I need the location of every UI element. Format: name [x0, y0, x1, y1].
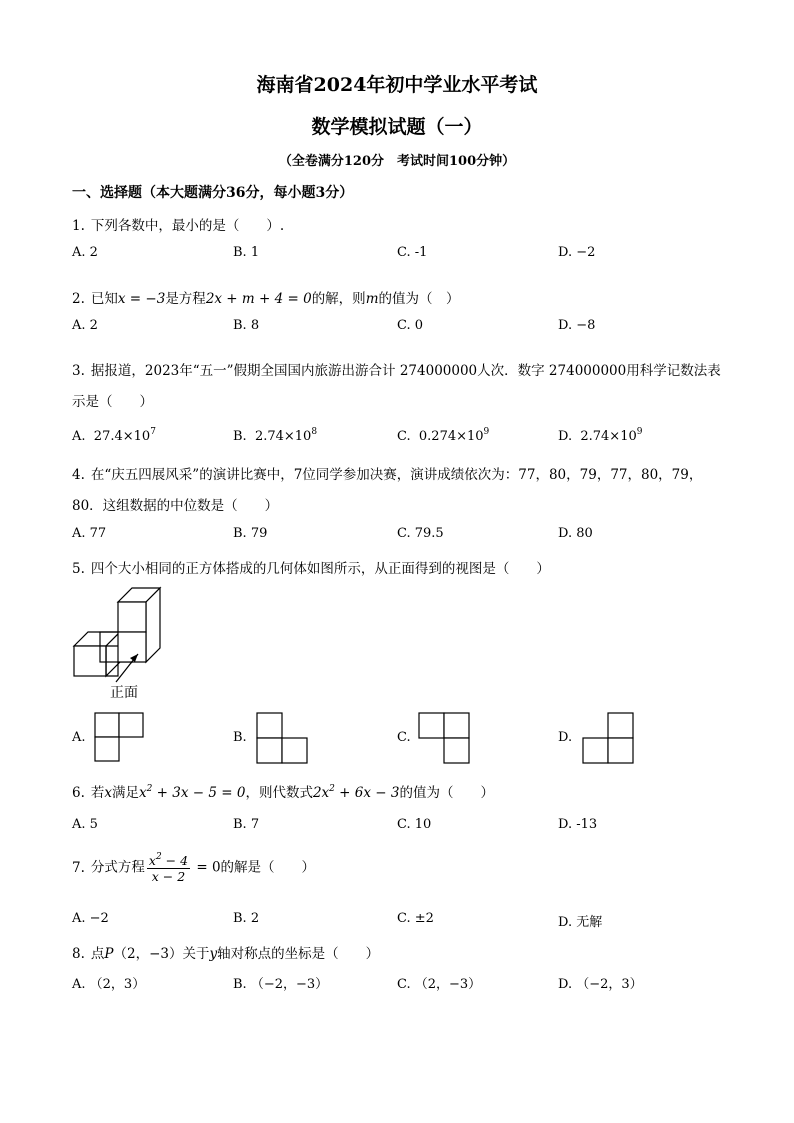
- option-a: [72, 427, 156, 444]
- view-a-figure: [94, 712, 144, 762]
- question-stem: 下列各数中，最小的是（ ）.: [90, 218, 285, 234]
- question-7: [72, 852, 315, 884]
- question-3-line-2: 示是（ ）: [72, 394, 153, 410]
- stem-text: 轴对称点的坐标是（ ）: [217, 946, 380, 962]
- option-c: C. -1: [397, 245, 428, 260]
- exponent: 8: [311, 427, 318, 437]
- question-number: 3.: [72, 363, 85, 379]
- question-8: [72, 942, 379, 962]
- stem-text: 的解，则: [311, 291, 366, 307]
- option-d: D.: [558, 730, 573, 745]
- option-b: B. 2: [233, 911, 260, 926]
- question-6: [72, 781, 494, 801]
- option-b: B. 1: [233, 245, 260, 260]
- exponent: 2: [329, 784, 335, 794]
- option-value: 2.74×10: [580, 429, 637, 444]
- stem-line-1: 据报道，2023年“五一”假期全国国内旅游出游合计 274000000人次．数字 274000000用科学记数法表: [90, 363, 721, 379]
- option-label: B.: [233, 429, 247, 444]
- stem-text: 满足: [112, 785, 140, 801]
- option-a: A.: [72, 730, 86, 745]
- equation: x = −3: [117, 291, 166, 307]
- exam-info: （全卷满分120分 考试时间100分钟）: [278, 154, 516, 169]
- exam-title: 海南省2024年初中学业水平考试: [256, 74, 538, 96]
- fraction: [147, 852, 190, 884]
- view-d-figure: [582, 712, 634, 764]
- option-b: B. 8: [233, 318, 260, 333]
- equation: 2x + m + 4 = 0: [205, 291, 312, 307]
- equation-part: − 4: [161, 853, 189, 868]
- option-c: C. 10: [397, 817, 432, 832]
- exponent: 7: [150, 427, 156, 437]
- exponent: 9: [483, 427, 490, 437]
- option-d: D. （−2，3）: [558, 977, 643, 992]
- question-stem: 四个大小相同的正方体搭成的几何体如图所示，从正面得到的视图是（ ）: [90, 561, 550, 577]
- option-c: C.: [397, 730, 411, 745]
- exponent: 9: [636, 427, 643, 437]
- equation-part: x: [139, 785, 147, 801]
- question-number: 8.: [72, 946, 85, 962]
- stem-text: 关于: [182, 946, 210, 962]
- question-3: [72, 359, 721, 379]
- option-d: D. 无解: [558, 915, 603, 930]
- exam-subtitle: 数学模拟试题（一）: [311, 116, 483, 138]
- stem-text: 是方程: [165, 291, 206, 307]
- option-a: A. 2: [72, 245, 98, 260]
- option-label: A.: [72, 429, 86, 444]
- option-value: 0.274×10: [418, 429, 484, 444]
- option-d: D. -13: [558, 817, 598, 832]
- stem-text: 的值为（ ）: [399, 785, 494, 801]
- option-a: A. 5: [72, 817, 98, 832]
- exponent: 2: [146, 784, 153, 794]
- stem-text: 的值为（ ）: [378, 291, 460, 307]
- view-c-figure: [418, 712, 470, 764]
- option-d: [558, 427, 642, 444]
- stem-line-1: 在“庆五四展风采”的演讲比赛中，7位同学参加决赛，演讲成绩依次为：77，80，79，77，80，79，: [90, 467, 703, 483]
- fraction-numerator: [147, 852, 190, 869]
- option-a: A. 77: [72, 526, 107, 541]
- equation-part: 2x: [312, 785, 330, 801]
- equation: [139, 785, 245, 801]
- variable: m: [365, 291, 379, 307]
- equation-part: + 6x − 3: [334, 785, 400, 801]
- figure-label: 正面: [110, 685, 138, 701]
- variable: x: [104, 785, 113, 801]
- stem-text: 点: [90, 946, 105, 962]
- option-a: A. （2，3）: [72, 977, 146, 992]
- coordinate: （2，−3）: [113, 946, 183, 962]
- option-c: [397, 427, 489, 444]
- section-heading: 一、选择题（本大题满分36分，每小题3分）: [72, 185, 354, 201]
- fraction-denominator: x − 2: [151, 869, 186, 884]
- cube-figure: [70, 584, 170, 684]
- option-b: B. 7: [233, 817, 260, 832]
- option-value: 2.74×10: [254, 429, 312, 444]
- equation-part: x: [148, 853, 156, 868]
- option-label: C.: [397, 429, 411, 444]
- question-number: 4.: [72, 467, 85, 483]
- option-c: C. ±2: [397, 911, 434, 926]
- variable: P: [104, 946, 114, 962]
- question-number: 5.: [72, 561, 85, 577]
- equation-part: = 0: [192, 859, 221, 876]
- option-value: 27.4×10: [93, 429, 151, 444]
- option-b: B. 79: [233, 526, 268, 541]
- stem-text: 已知: [90, 291, 118, 307]
- option-c: C. （2，−3）: [397, 977, 482, 992]
- stem-text: ，则代数式: [245, 785, 313, 801]
- view-b-figure: [256, 712, 308, 764]
- question-4: [72, 463, 702, 483]
- option-b: B. （−2，−3）: [233, 977, 329, 992]
- option-b: [233, 427, 317, 444]
- option-label: D.: [558, 429, 573, 444]
- question-number: 2.: [72, 291, 85, 307]
- question-5: [72, 557, 550, 577]
- question-2: [72, 287, 460, 307]
- option-a: A. 2: [72, 318, 98, 333]
- stem-text: 若: [90, 785, 105, 801]
- option-c: C. 0: [397, 318, 424, 333]
- exponent: 2: [155, 852, 162, 862]
- option-d: D. −2: [558, 245, 596, 260]
- option-d: D. −8: [558, 318, 596, 333]
- question-number: 7.: [72, 859, 85, 876]
- stem-text: 的解是（ ）: [220, 859, 316, 876]
- option-c: C. 79.5: [397, 526, 444, 541]
- option-d: D. 80: [558, 526, 593, 541]
- stem-text: 分式方程: [90, 859, 145, 876]
- expression: [313, 785, 400, 801]
- equation-part: + 3x − 5 = 0: [152, 785, 246, 801]
- variable: y: [209, 946, 218, 962]
- question-number: 1.: [72, 218, 85, 234]
- option-a: A. −2: [72, 911, 109, 926]
- option-b: B.: [233, 730, 247, 745]
- question-4-line-2: 80．这组数据的中位数是（ ）: [72, 498, 279, 514]
- question-1: [72, 214, 284, 234]
- question-number: 6.: [72, 785, 85, 801]
